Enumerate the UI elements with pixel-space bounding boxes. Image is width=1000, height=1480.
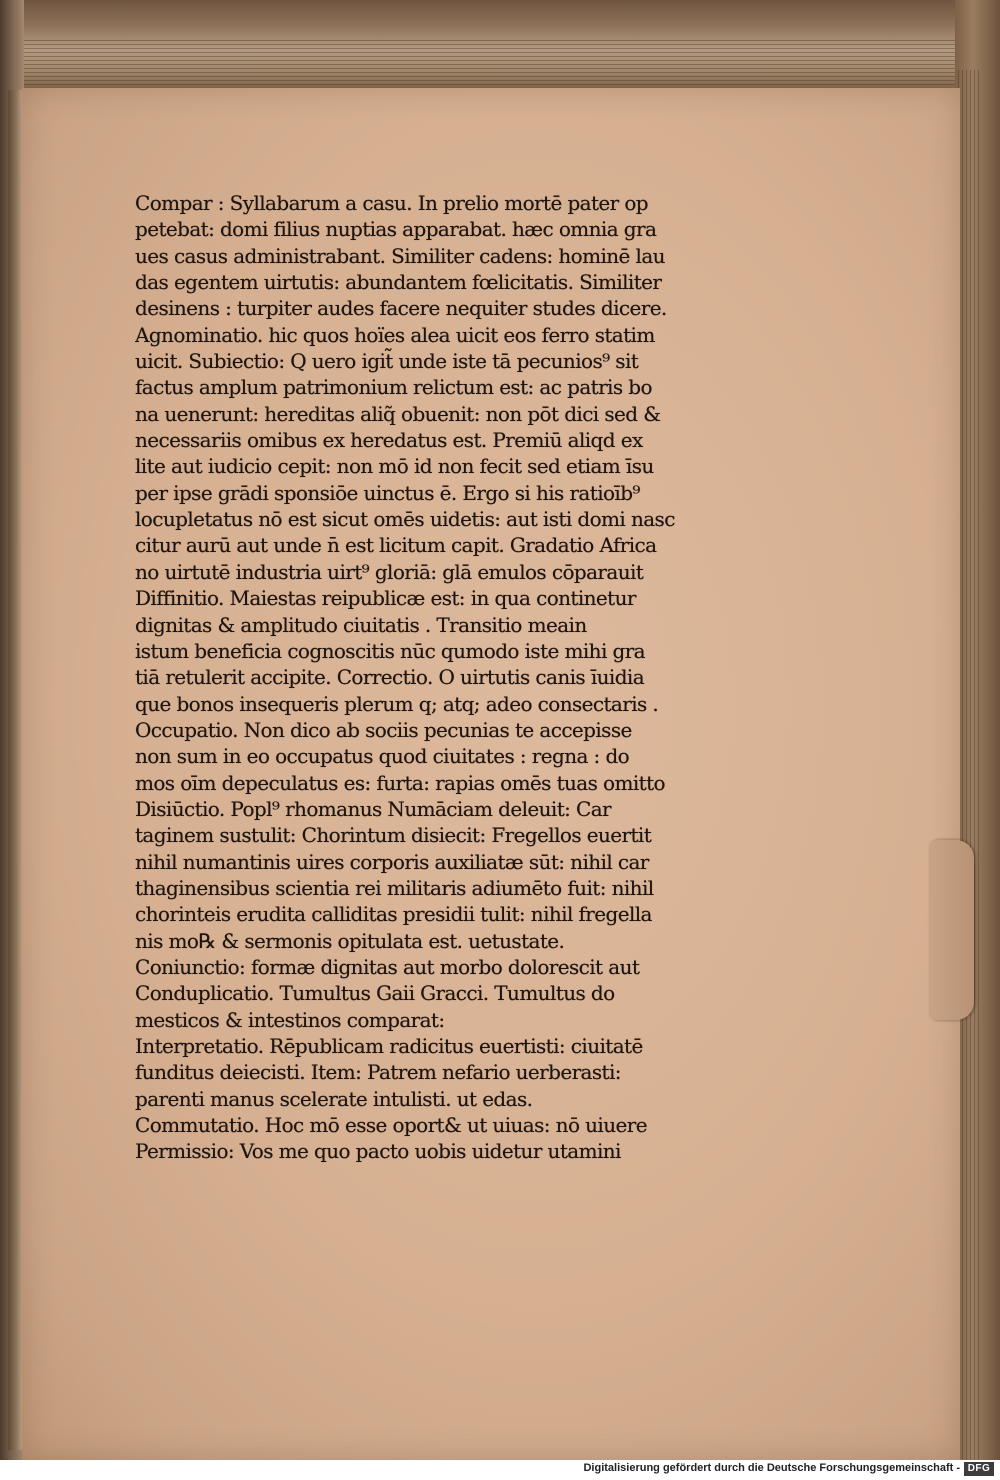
text-line: citur aurū aut unde n̄ est licitum capit. Gradatio Africa [135,533,657,558]
text-line: thaginensibus scientia rei militaris adiumēto fuit: nihil [135,875,654,900]
digitization-credit: Digitalisierung gefördert durch die Deutsche Forschungsgemeinschaft - [583,1462,960,1474]
book-page-edges [0,40,980,85]
text-line: per ipse grādi sponsiōe uinctus ē. Ergo si his ratioīb⁹ [135,480,640,505]
book-right-page-edges [958,70,980,1460]
text-line: Coniunctio: formæ dignitas aut morbo dolorescit aut [135,954,640,979]
text-line: mos oīm depeculatus es: furta: rapias omēs tuas omitto [135,770,665,795]
text-line: Interpretatio. Rēpublicam radicitus euertisti: ciuitatē [135,1034,643,1058]
text-line: parenti manus scelerate intulisti. ut edas. [135,1086,533,1111]
text-line: mesticos & intestinos comparat: [135,1007,445,1032]
page-tab [930,840,974,1020]
text-line: funditus deiecisti. Item: Patrem nefario uerberasti: [135,1060,621,1085]
text-line: dignitas & amplitudo ciuitatis . Transitio meain [135,612,587,637]
text-line: Diffinitio. Maiestas reipublicæ est: in qua continetur [135,586,636,611]
binding-fold [8,90,22,1450]
text-line: necessariis omibus ex heredatus est. Premiū aliqd ex [135,428,643,453]
text-line: factus amplum patrimonium relictum est: ac patris bo [135,375,652,400]
text-line: na uenerunt: hereditas aliq̃ obuenit: non pōt dici sed & [135,401,661,426]
text-line: locupletatus nō est sicut omēs uidetis: aut isti domi nasc [135,507,675,532]
text-line: que bonos insequeris plerum q; atq; adeo consectaris . [135,691,659,716]
text-line: Agnominatio. hic quos hoïes alea uicit eos ferro statim [135,322,655,347]
text-line: uicit. Subiectio: Q uero igit̃ unde iste tā pecunios⁹ sit [135,349,639,374]
text-line: no uirtutē industria uirt⁹ gloriā: glā emulos cōparauit [135,559,644,584]
text-line: tiā retulerit accipite. Correctio. O uirtutis canis īuidia [135,665,645,690]
text-line: Occupatio. Non dico ab sociis pecunias te accepisse [135,717,632,742]
text-line: ues casus administrabant. Similiter cadens: hominē lau [135,243,665,268]
text-line: non sum in eo occupatus quod ciuitates : regna : do [135,744,630,769]
text-line: Conduplicatio. Tumultus Gaii Gracci. Tumultus do [135,981,615,1006]
text-line: Permissio: Vos me quo pacto uobis uidetur utamini [135,1139,621,1164]
dfg-logo: DFG [964,1462,994,1476]
text-line: Compar : Syllabarum a casu. In prelio mortē pater op [135,191,649,215]
text-line: nihil numantinis uires corporis auxiliatæ sūt: nihil car [135,849,649,874]
text-line: lite aut iudicio cepit: non mō id non fecit sed etiam īsu [135,454,654,479]
text-line: taginem sustulit: Chorintum disiecit: Fregellos euertit [135,823,652,848]
page-text [135,190,745,1165]
text-line: das egentem uirtutis: abundantem fœlicitatis. Similiter [135,270,662,295]
text-line: nis mo℞ & sermonis opitulata est. uetustate. [135,928,565,953]
text-line: Disiūctio. Popl⁹ rhomanus Numāciam deleuit: Car [135,796,612,821]
text-line: istum beneficia cognoscitis nūc qumodo iste mihi gra [135,638,646,663]
text-line: desinens : turpiter audes facere nequiter studes dicere. [135,296,667,321]
text-line: petebat: domi filius nuptias apparabat. hæc omnia gra [135,217,657,242]
text-line: chorinteis erudita calliditas presidii tulit: nihil fregella [135,902,652,927]
text-line: Commutatio. Hoc mō esse oport& ut uiuas: nō uiuere [135,1113,647,1138]
